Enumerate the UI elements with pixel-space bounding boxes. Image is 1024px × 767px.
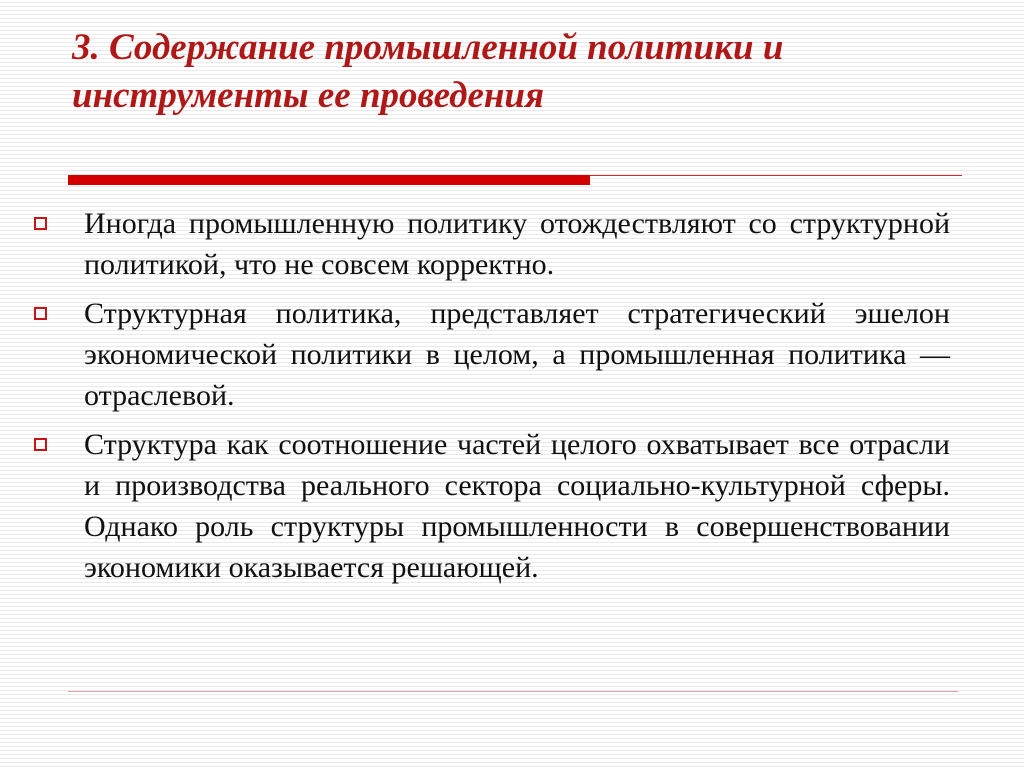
slide-title: 3. Содержание промышленной политики и инструменты ее проведения xyxy=(72,27,784,116)
footer-divider xyxy=(68,691,958,692)
bullet-item xyxy=(30,424,950,588)
bullet-text: Структурная политика, представляет стратегический эшелон экономической политики в целом, а промышленная политика — отраслевой. xyxy=(84,297,950,412)
bullet-item xyxy=(30,293,950,416)
hollow-square-bullet-icon xyxy=(34,217,47,230)
bullet-item xyxy=(30,203,950,285)
hollow-square-bullet-icon xyxy=(34,438,47,451)
bullet-text: Иногда промышленную политику отождествляют со структурной политикой, что не совсем корректно. xyxy=(84,207,950,281)
title-underline-thin xyxy=(590,175,962,176)
bullet-list xyxy=(30,203,950,596)
hollow-square-bullet-icon xyxy=(34,307,47,320)
title-underline-accent xyxy=(68,175,590,185)
bullet-text: Структура как соотношение частей целого охватывает все отрасли и производства реального сектора социально-культурной сферы. Однако роль структуры промышленности в совершенствовании экономики оказывается решающей. xyxy=(84,428,950,584)
